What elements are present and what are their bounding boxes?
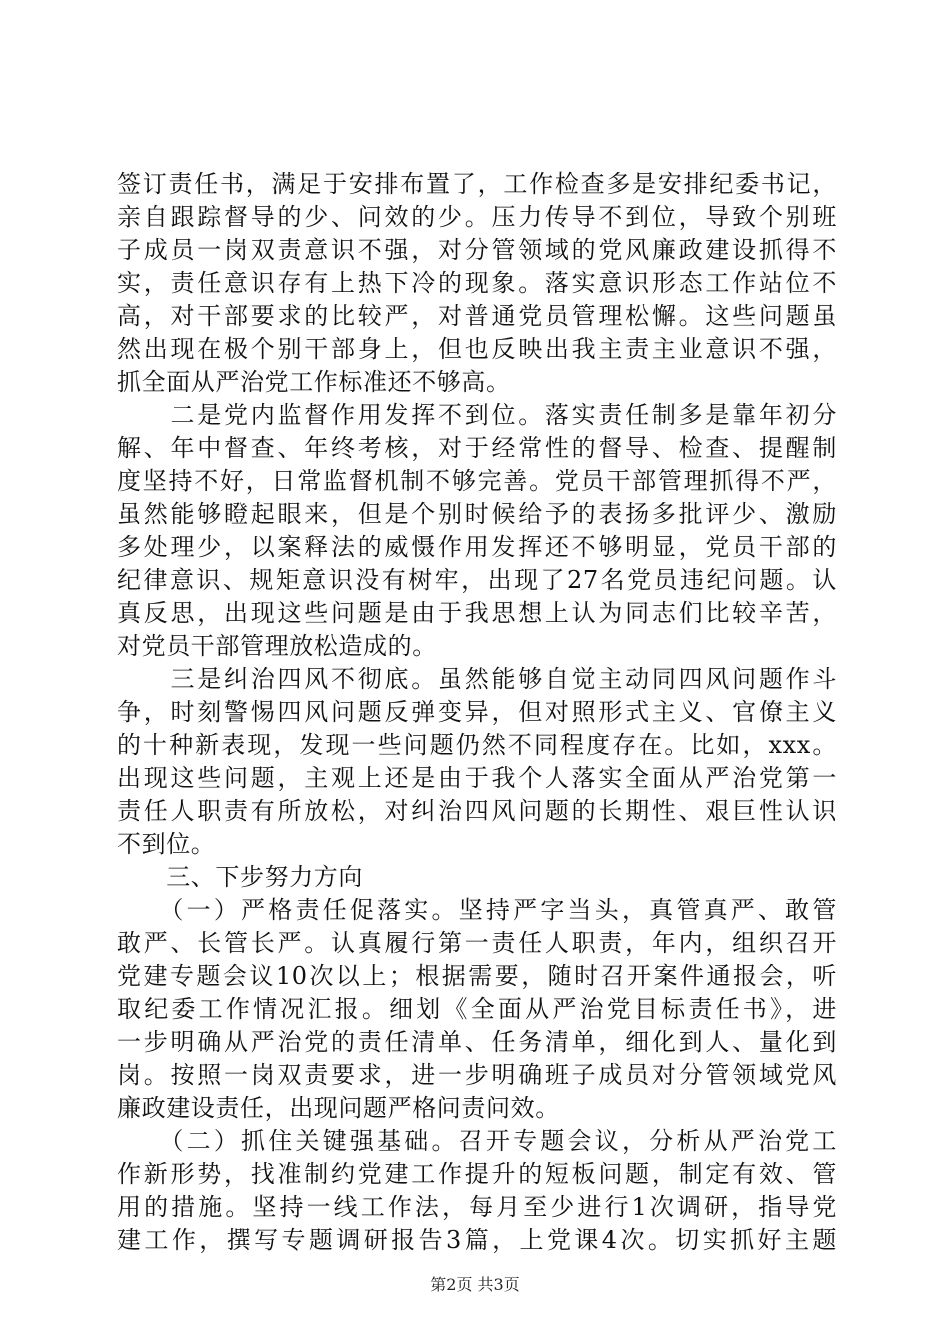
text-line: 敢严、长管长严。认真履行第一责任人职责，年内，组织召开 [117,929,837,957]
text-line: 取纪委工作情况汇报。细划《全面从严治党目标责任书》，进 [117,995,837,1023]
text-line: 的十种新表现，发现一些问题仍然不同程度存在。比如，xxx。 [117,731,837,759]
text-line: 多处理少，以案释法的威慑作用发挥还不够明显，党员干部的 [117,533,837,561]
text-line: 争，时刻警惕四风问题反弹变异，但对照形式主义、官僚主义 [117,698,837,726]
text-line: 出现这些问题，主观上还是由于我个人落实全面从严治党第一 [117,764,837,792]
text-line: 然出现在极个别干部身上，但也反映出我主责主业意识不强， [117,335,837,363]
text-line: 度坚持不好，日常监督机制不够完善。党员干部管理抓得不严， [117,467,837,495]
text-line: 纪律意识、规矩意识没有树牢，出现了27名党员违纪问题。认 [117,566,837,594]
text-line: 二是党内监督作用发挥不到位。落实责任制多是靠年初分 [117,401,837,429]
text-line: 亲自跟踪督导的少、问效的少。压力传导不到位，导致个别班 [117,203,837,231]
text-line: 子成员一岗双责意识不强，对分管领域的党风廉政建设抓得不 [117,236,837,264]
text-line: 不到位。 [117,830,216,858]
text-line: （一）严格责任促落实。坚持严字当头，真管真严、敢管 [117,896,837,924]
text-line: 高，对干部要求的比较严，对普通党员管理松懈。这些问题虽 [117,302,837,330]
text-line: 一步明确从严治党的责任清单、任务清单，细化到人、量化到 [117,1028,837,1056]
text-line: 党建专题会议10次以上；根据需要，随时召开案件通报会，听 [117,962,837,990]
text-line: 建工作，撰写专题调研报告3篇，上党课4次。切实抓好主题 [117,1226,837,1254]
text-line: （二）抓住关键强基础。召开专题会议，分析从严治党工 [117,1127,837,1155]
text-line: 对党员干部管理放松造成的。 [117,632,437,660]
text-line: 廉政建设责任，出现问题严格问责问效。 [117,1094,560,1122]
document-body [117,168,837,1257]
text-line: 三是纠治四风不彻底。虽然能够自觉主动同四风问题作斗 [117,665,837,693]
text-line: 签订责任书，满足于安排布置了，工作检查多是安排纪委书记， [117,170,837,198]
text-line: 岗。按照一岗双责要求，进一步明确班子成员对分管领域党风 [117,1061,837,1089]
text-line: 解、年中督查、年终考核，对于经常性的督导、检查、提醒制 [117,434,837,462]
text-line: 责任人职责有所放松，对纠治四风问题的长期性、艰巨性认识 [117,797,837,825]
text-line: 用的措施。坚持一线工作法，每月至少进行1次调研，指导党 [117,1193,837,1221]
text-line: 真反思，出现这些问题是由于我思想上认为同志们比较辛苦， [117,599,837,627]
page-number-footer: 第2页 共3页 [430,1275,520,1294]
text-line: 抓全面从严治党工作标准还不够高。 [117,368,511,396]
text-line: 实，责任意识存有上热下冷的现象。落实意识形态工作站位不 [117,269,837,297]
text-line: 虽然能够瞪起眼来，但是个别时候给予的表扬多批评少、激励 [117,500,837,528]
text-line: 作新形势，找准制约党建工作提升的短板问题，制定有效、管 [117,1160,837,1188]
section-heading: 三、下步努力方向 [117,863,363,891]
